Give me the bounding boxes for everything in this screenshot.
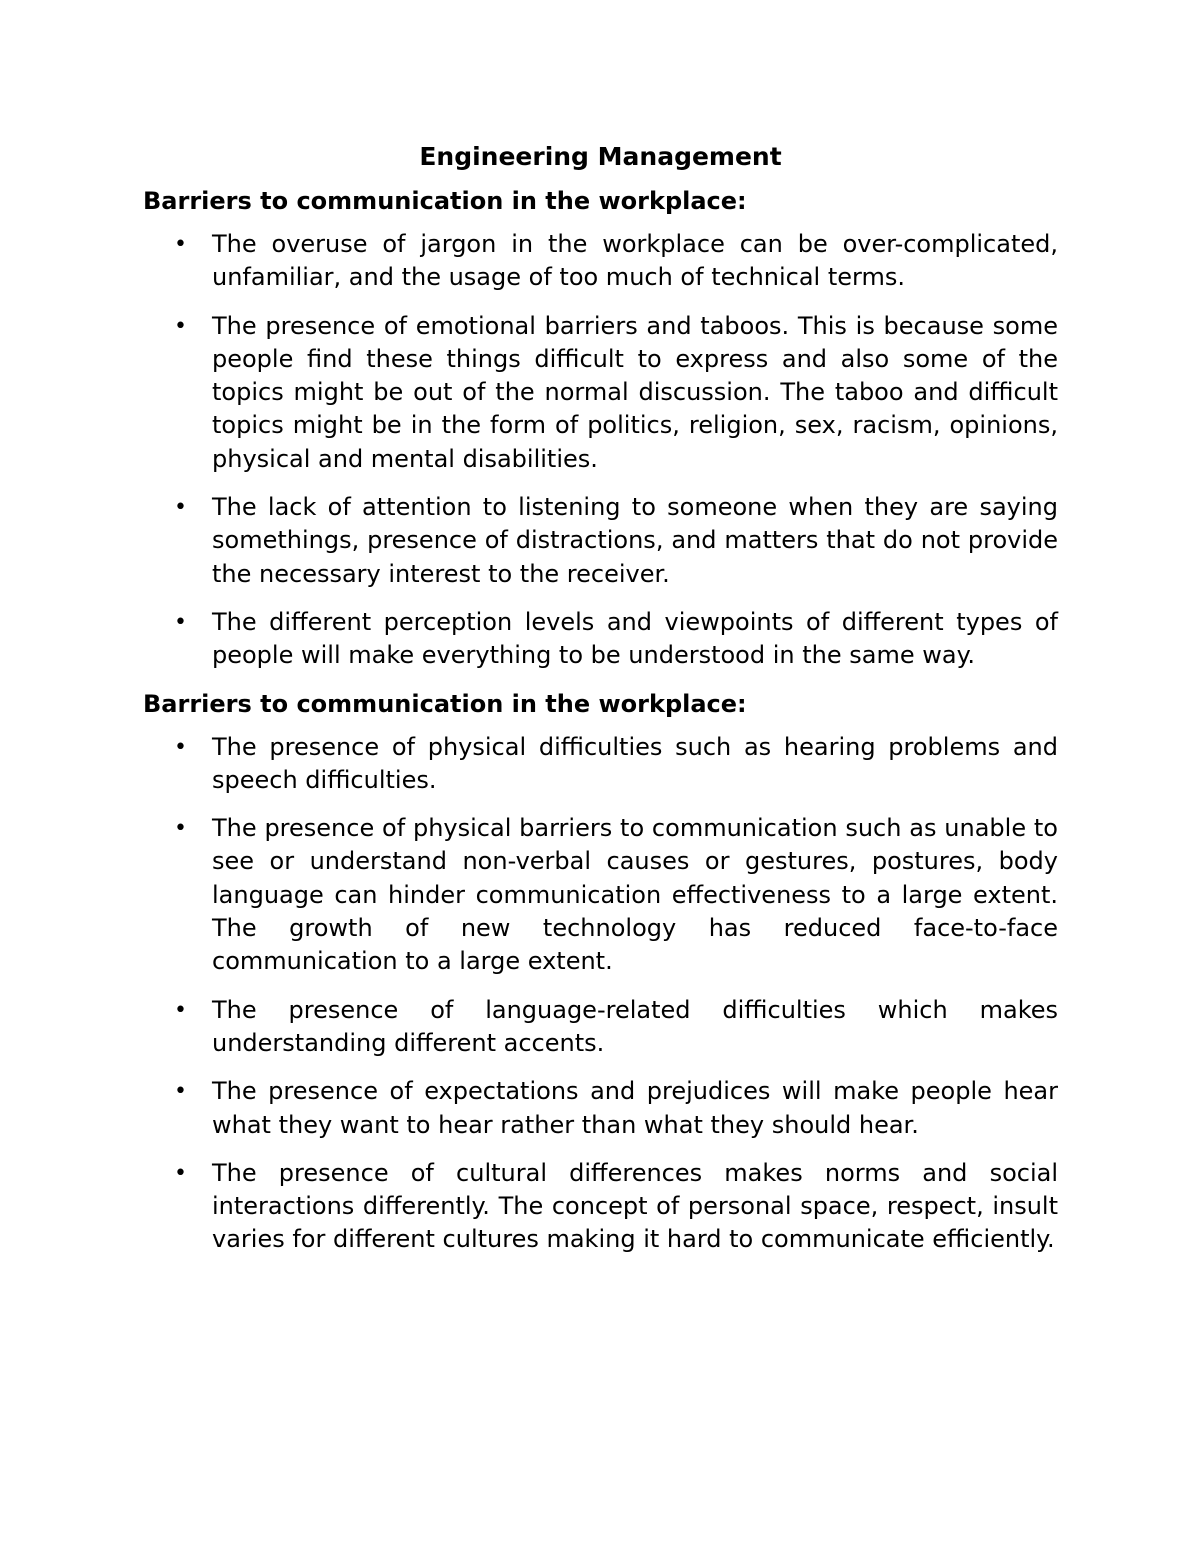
list-item — [143, 310, 1058, 476]
bullet-icon: • — [174, 313, 187, 339]
list-item-text: The presence of physical difficulties such as hearing problems and speech difficulties. — [212, 732, 1058, 794]
list-item-text: The presence of expectations and prejudices will make people hear what they want to hear rather than what they should hear. — [212, 1077, 1058, 1139]
document-title: Engineering Management — [419, 142, 782, 171]
list-item — [143, 812, 1058, 978]
list-item-text: The presence of physical barriers to communication such as unable to see or understand non-verbal causes or gestures, postures, body language can hinder communication effectiveness to a large extent. The growth of new technology has reduced face-to-face communication to a large extent. — [212, 814, 1058, 976]
bullet-icon: • — [174, 816, 187, 842]
bullet-list-1 — [143, 228, 1058, 673]
bullet-icon: • — [174, 495, 187, 521]
list-item-text: The presence of language-related difficulties which makes understanding different accents. — [212, 995, 1058, 1057]
list-item-text: The presence of emotional barriers and taboos. This is because some people find these things difficult to express and also some of the topics might be out of the normal discussion. The taboo and difficult topics might be in the form of politics, religion, sex, racism, opinions, physical and mental disabilities. — [212, 311, 1058, 473]
list-item — [143, 606, 1058, 673]
list-item-text: The different perception levels and viewpoints of different types of people will make everything to be understood in the same way. — [212, 607, 1058, 670]
bullet-icon: • — [174, 734, 187, 760]
bullet-icon: • — [174, 997, 187, 1023]
bullet-icon: • — [174, 1079, 187, 1105]
list-item — [143, 994, 1058, 1061]
document-page — [143, 138, 1058, 1272]
list-item — [143, 731, 1058, 798]
list-item-text: The lack of attention to listening to someone when they are saying somethings, presence of distractions, and matters that do not provide the necessary interest to the receiver. — [212, 493, 1058, 588]
list-item — [143, 228, 1058, 295]
list-item — [143, 1075, 1058, 1142]
list-item-text: The overuse of jargon in the workplace can be over-complicated, unfamiliar, and the usage of too much of technical terms. — [212, 230, 1058, 292]
list-item — [143, 1157, 1058, 1257]
bullet-list-2 — [143, 731, 1058, 1257]
section-heading-2: Barriers to communication in the workplace: — [143, 689, 747, 718]
bullet-icon: • — [174, 1160, 187, 1186]
bullet-icon: • — [174, 232, 187, 257]
bullet-icon: • — [174, 609, 187, 635]
list-item-text: The presence of cultural differences makes norms and social interactions differently. The concept of personal space, respect, insult varies for different cultures making it hard to communicate efficiently. — [212, 1158, 1058, 1254]
section-heading-1: Barriers to communication in the workplace: — [143, 187, 747, 215]
list-item — [143, 491, 1058, 591]
